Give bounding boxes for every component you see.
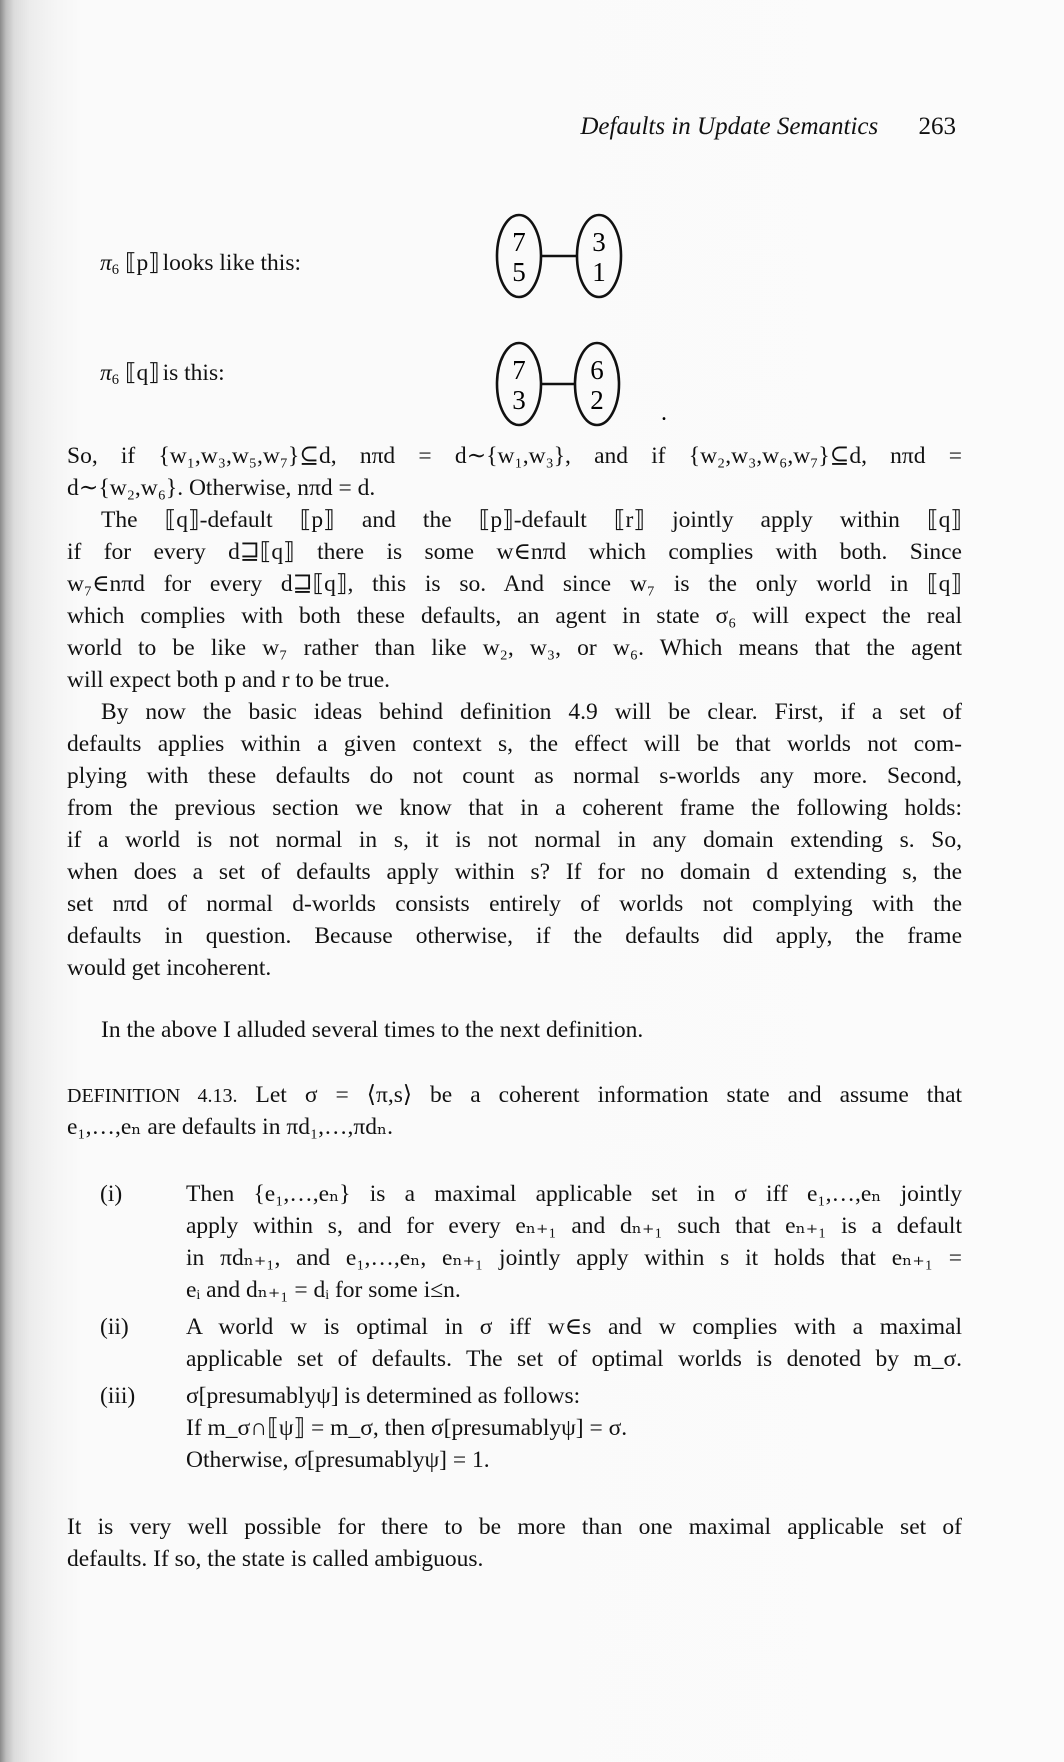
node-world: 5 (512, 257, 526, 287)
trailing-period: . (661, 400, 667, 426)
body-line: set nπd of normal d-worlds consists entirely of worlds not complying with the (67, 891, 962, 917)
diagram-1-label (100, 248, 301, 277)
body-line: would get incoherent. (67, 955, 272, 981)
item-line: Otherwise, σ[presumablyψ] = 1. (186, 1447, 490, 1473)
body-line: In the above I alluded several times to the next definition. (101, 1017, 644, 1043)
pi-symbol: π (100, 360, 112, 386)
body-line: So, if {w₁,w₃,w₅,w₇}⊆d, nπd = d∼{w₁,w₃}, and if {w₂,w₃,w₆,w₇}⊆d, nπd = (67, 443, 962, 469)
body-line: if a world is not normal in s, it is not normal in any domain extending s. So, (67, 827, 962, 853)
body-line: defaults applies within a given context s, the effect will be that worlds not com- (67, 731, 962, 757)
body-line: world to be like w₇ rather than like w₂, w₃, or w₆. Which means that the agent (67, 635, 962, 661)
diagram-2 (495, 338, 695, 430)
definition-text: Let σ = ⟨π,s⟩ be a coherent information state and assume that (255, 1082, 963, 1108)
definition-heading: DEFINITION 4.13. (67, 1085, 238, 1107)
denotation: ⟦ p ⟧ (124, 250, 157, 276)
body-line: plying with these defaults do not count as normal s-worlds any more. Second, (67, 763, 962, 789)
item-line: If m_σ∩⟦ψ⟧ = m_σ, then σ[presumablyψ] = σ. (186, 1415, 628, 1441)
node-world: 7 (512, 227, 526, 257)
item-line: eᵢ and dₙ₊₁ = dᵢ for some i≤n. (186, 1277, 461, 1303)
body-line: if for every d⊒⟦q⟧ there is some w∈nπd which complies with both. Since (67, 539, 962, 565)
body-line: which complies with both these defaults, an agent in state σ₆ will expect the real (67, 603, 962, 629)
subscript: 6 (111, 262, 120, 278)
node-world: 1 (592, 257, 606, 287)
body-line: By now the basic ideas behind definition 4.9 will be clear. First, if a set of (101, 699, 962, 725)
page-number: 263 (918, 113, 956, 140)
item-line: in πdₙ₊₁, and e₁,…,eₙ, eₙ₊₁ jointly apply within s it holds that eₙ₊₁ = (186, 1245, 962, 1271)
item-line: applicable set of defaults. The set of optimal worlds is denoted by m_σ. (186, 1346, 962, 1372)
item-line: Then {e₁,…,eₙ} is a maximal applicable set in σ iff e₁,…,eₙ jointly (186, 1181, 962, 1207)
definition-line: e₁,…,eₙ are defaults in πd₁,…,πdₙ. (67, 1114, 394, 1140)
node-world: 3 (512, 385, 526, 415)
body-line: will expect both p and r to be true. (67, 667, 391, 693)
item-number: (i) (100, 1181, 123, 1207)
node-world: 6 (590, 355, 604, 385)
item-line: apply within s, and for every eₙ₊₁ and dₙ₊₁ such that eₙ₊₁ is a default (186, 1213, 962, 1239)
body-line: It is very well possible for there to be more than one maximal applicable set of (67, 1514, 962, 1540)
item-number: (ii) (100, 1314, 129, 1340)
definition-line (67, 1079, 962, 1112)
subscript: 6 (111, 372, 120, 388)
running-header (580, 113, 956, 141)
diagram-2-label (100, 358, 225, 387)
body-line: defaults in question. Because otherwise, if the defaults did apply, the frame (67, 923, 962, 949)
item-line: σ[presumablyψ] is determined as follows: (186, 1383, 581, 1409)
node-world: 2 (590, 385, 604, 415)
label-text: looks like this: (156, 250, 301, 276)
body-line: d∼{w₂,w₆}. Otherwise, nπd = d. (67, 475, 376, 501)
body-line: defaults. If so, the state is called ambiguous. (67, 1546, 484, 1572)
item-number: (iii) (100, 1383, 136, 1409)
running-title: Defaults in Update Semantics (580, 113, 879, 140)
diagram-1 (495, 210, 645, 302)
node-world: 3 (592, 227, 606, 257)
body-line: from the previous section we know that in a coherent frame the following holds: (67, 795, 962, 821)
node-world: 7 (512, 355, 526, 385)
item-line: A world w is optimal in σ iff w∈s and w complies with a maximal (186, 1314, 962, 1340)
body-line: w₇∈nπd for every d⊒⟦q⟧, this is so. And since w₇ is the only world in ⟦q⟧ (67, 571, 962, 597)
body-line: when does a set of defaults apply within s? If for no domain d extending s, the (67, 859, 962, 885)
denotation: ⟦ q ⟧ (124, 360, 157, 386)
pi-symbol: π (100, 250, 112, 276)
label-text: is this: (156, 360, 225, 386)
body-line: The ⟦q⟧-default ⟦p⟧ and the ⟦p⟧-default ⟦r⟧ jointly apply within ⟦q⟧ (101, 507, 962, 533)
